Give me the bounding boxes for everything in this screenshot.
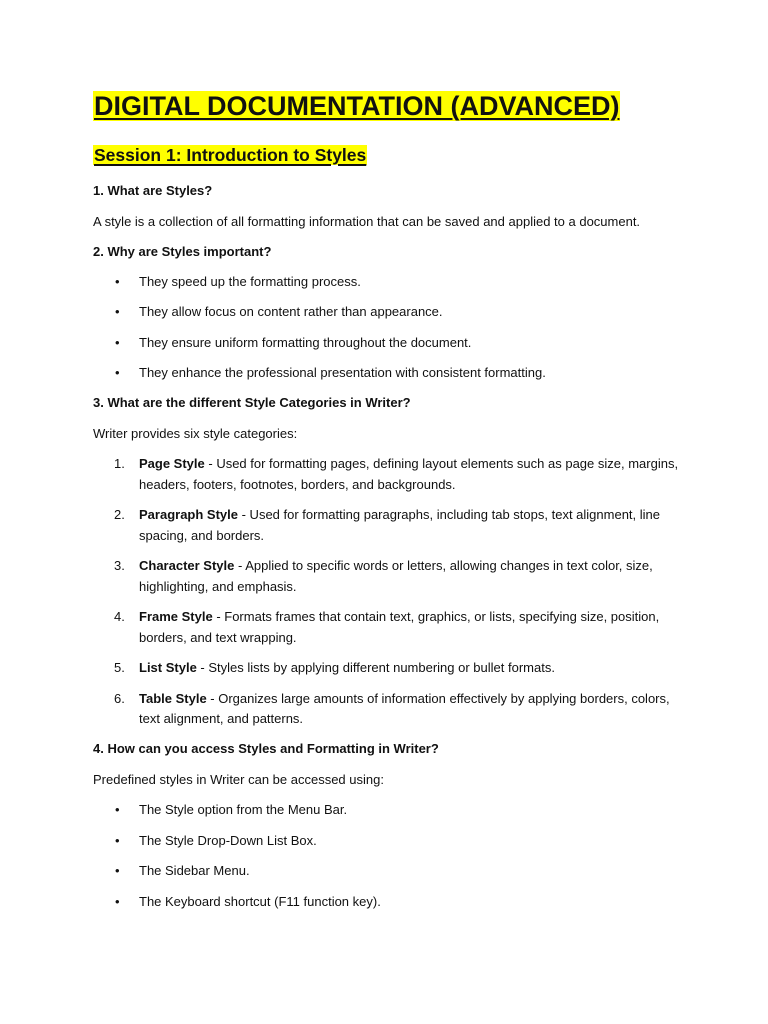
bullet-list-access (93, 800, 683, 912)
list-item (93, 689, 683, 730)
list-number: 2. (114, 507, 125, 522)
numbered-list-categories (93, 454, 683, 730)
category-description: - Applied to specific words or letters, allowing changes in text color, size, highlighting, and emphasis. (139, 558, 653, 594)
category-term: Frame Style (139, 609, 213, 624)
list-item-text: They speed up the formatting process. (139, 273, 361, 289)
bullet-icon: • (115, 802, 120, 817)
list-number: 3. (114, 558, 125, 573)
category-description: - Styles lists by applying different numbering or bullet formats. (196, 660, 555, 675)
list-item (93, 363, 683, 384)
list-item-text: The Keyboard shortcut (F11 function key). (139, 893, 381, 909)
list-number: 6. (114, 690, 125, 706)
bullet-icon: • (115, 832, 120, 848)
bullet-icon: • (115, 893, 120, 909)
category-description: - Organizes large amounts of information effectively by applying borders, colors, text alignment, and patterns. (139, 690, 670, 726)
category-term: Character Style (139, 558, 235, 573)
list-item (93, 800, 683, 821)
bullet-icon: • (115, 304, 120, 319)
list-item (93, 831, 683, 852)
access-intro: Predefined styles in Writer can be accessed using: (93, 771, 384, 787)
list-item (93, 333, 683, 354)
list-number: 4. (114, 609, 125, 624)
question-1: 1. What are Styles? (93, 183, 213, 198)
list-item (93, 302, 683, 323)
list-item (93, 272, 683, 293)
list-item (93, 454, 683, 495)
list-number: 5. (114, 660, 125, 675)
categories-intro: Writer provides six style categories: (93, 425, 298, 441)
category-term: Page Style (139, 456, 205, 471)
list-item-text: They enhance the professional presentation with consistent formatting. (139, 365, 546, 380)
category-term: List Style (139, 660, 197, 675)
category-description: - Used for formatting paragraphs, including tab stops, text alignment, line spacing, and borders. (139, 507, 660, 543)
list-item (93, 658, 683, 679)
list-item (93, 607, 683, 648)
question-4: 4. How can you access Styles and Formatting in Writer? (93, 740, 439, 756)
bullet-icon: • (115, 365, 120, 380)
question-2: 2. Why are Styles important? (93, 243, 272, 259)
bullet-list-importance (93, 272, 683, 384)
document-title (93, 88, 683, 124)
list-item (93, 892, 683, 913)
list-item-text: They allow focus on content rather than appearance. (139, 304, 443, 319)
list-item (93, 861, 683, 882)
category-term: Paragraph Style (139, 507, 238, 522)
document-page (93, 88, 683, 912)
list-number: 1. (114, 456, 125, 471)
session-title-text: Session 1: Introduction to Styles (94, 145, 367, 165)
list-item-text: The Style Drop-Down List Box. (139, 832, 317, 848)
question-3: 3. What are the different Style Categories in Writer? (93, 394, 411, 410)
category-description: - Used for formatting pages, defining layout elements such as page size, margins, headers, footers, footnotes, borders, and backgrounds. (139, 456, 679, 492)
bullet-icon: • (115, 273, 120, 289)
list-item (93, 556, 683, 597)
session-title (93, 143, 683, 167)
list-item-text: The Sidebar Menu. (139, 863, 250, 878)
list-item-text: The Style option from the Menu Bar. (139, 802, 348, 817)
answer-1: A style is a collection of all formatting information that can be saved and applied to a document. (93, 214, 641, 229)
list-item (93, 505, 683, 546)
bullet-icon: • (115, 334, 120, 350)
category-term: Table Style (139, 690, 207, 706)
list-item-text: They ensure uniform formatting throughout the document. (139, 334, 472, 350)
category-description: - Formats frames that contain text, graphics, or lists, specifying size, position, borders, and text wrapping. (139, 609, 660, 645)
bullet-icon: • (115, 863, 120, 878)
document-title-text: DIGITAL DOCUMENTATION (ADVANCED) (94, 91, 620, 121)
